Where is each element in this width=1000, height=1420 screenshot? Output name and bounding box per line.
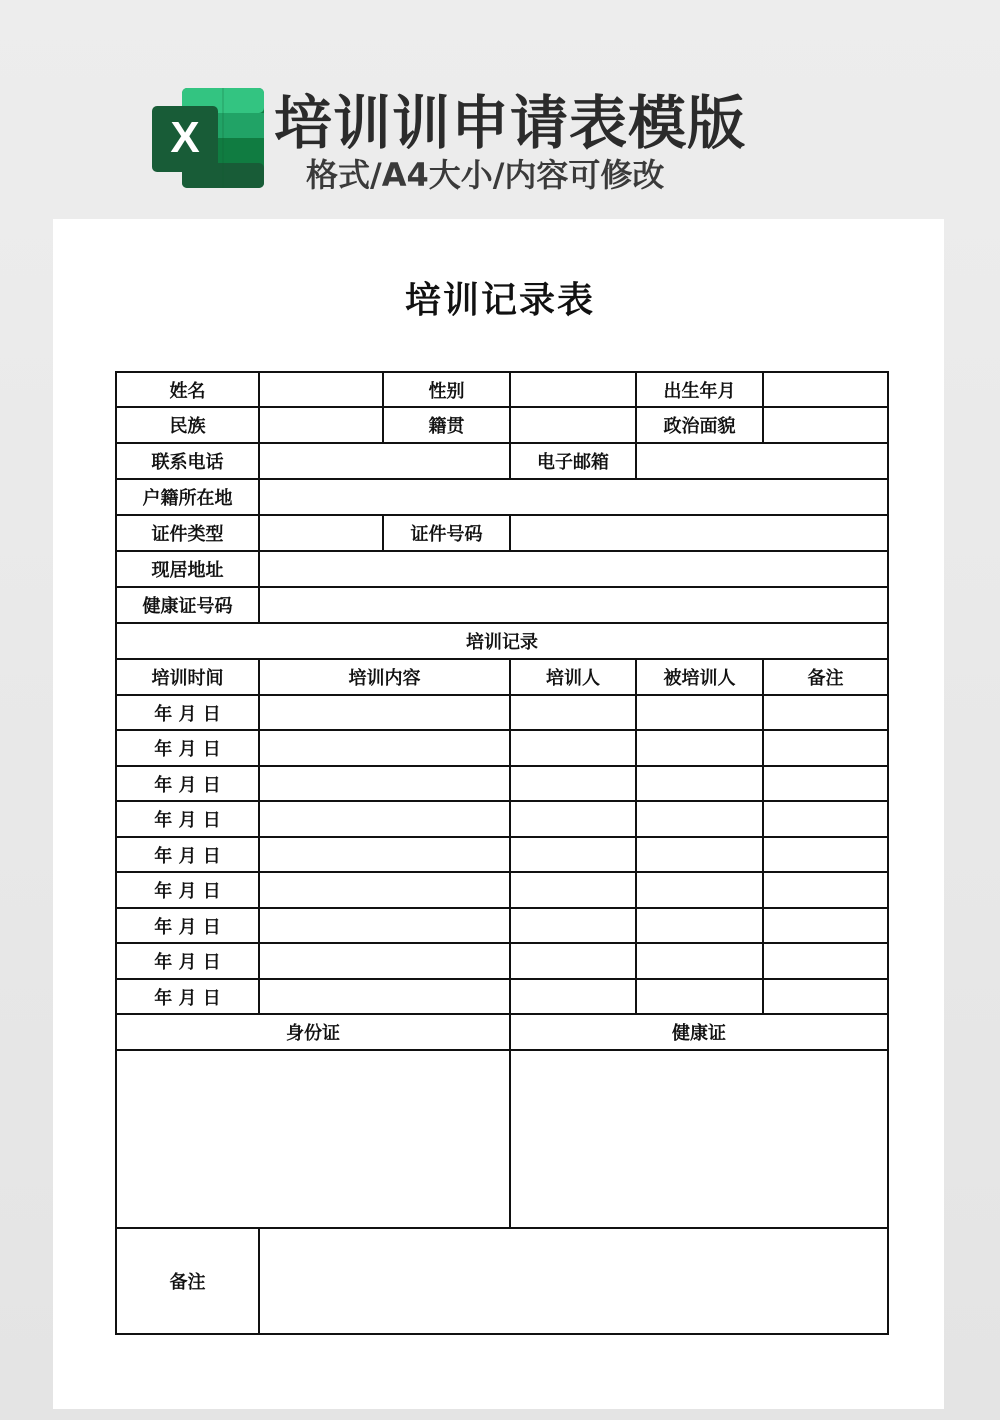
training-remark-cell[interactable]: [763, 979, 888, 1014]
email-field[interactable]: [636, 443, 888, 479]
native-place-label: 籍贯: [383, 407, 510, 443]
form-row: [116, 623, 888, 659]
training-date[interactable]: 年 月 日: [116, 979, 259, 1014]
trainee-cell[interactable]: [636, 837, 763, 872]
name-field[interactable]: [259, 372, 383, 407]
training-content-cell[interactable]: [259, 730, 510, 766]
training-date[interactable]: 年 月 日: [116, 837, 259, 872]
form-row: [116, 407, 888, 443]
column-header-content: 培训内容: [259, 659, 510, 695]
trainee-cell[interactable]: [636, 979, 763, 1014]
trainer-cell[interactable]: [510, 695, 636, 730]
training-date[interactable]: 年 月 日: [116, 908, 259, 943]
training-content-cell[interactable]: [259, 872, 510, 908]
email-label: 电子邮箱: [510, 443, 636, 479]
training-remark-cell[interactable]: [763, 801, 888, 837]
training-remark-cell[interactable]: [763, 908, 888, 943]
trainer-cell[interactable]: [510, 908, 636, 943]
id-number-label: 证件号码: [383, 515, 510, 551]
trainer-cell[interactable]: [510, 801, 636, 837]
training-section-title: 培训记录: [116, 623, 888, 659]
trainee-cell[interactable]: [636, 801, 763, 837]
form-row: [116, 443, 888, 479]
column-header-trainee: 被培训人: [636, 659, 763, 695]
trainer-cell[interactable]: [510, 979, 636, 1014]
training-date[interactable]: 年 月 日: [116, 766, 259, 801]
phone-field[interactable]: [259, 443, 510, 479]
trainer-cell[interactable]: [510, 943, 636, 979]
trainee-cell[interactable]: [636, 872, 763, 908]
training-remark-cell[interactable]: [763, 872, 888, 908]
political-status-field[interactable]: [763, 407, 888, 443]
trainee-cell[interactable]: [636, 943, 763, 979]
training-date[interactable]: 年 月 日: [116, 695, 259, 730]
id-type-label: 证件类型: [116, 515, 259, 551]
name-label: 姓名: [116, 372, 259, 407]
training-header-row: [116, 659, 888, 695]
training-date[interactable]: 年 月 日: [116, 730, 259, 766]
training-remark-cell[interactable]: [763, 766, 888, 801]
health-cert-attachment-area[interactable]: [510, 1050, 888, 1228]
household-location-label: 户籍所在地: [116, 479, 259, 515]
training-row: [116, 908, 888, 943]
id-card-label: 身份证: [116, 1014, 510, 1050]
attachment-row: [116, 1050, 888, 1228]
training-remark-cell[interactable]: [763, 943, 888, 979]
training-row: [116, 695, 888, 730]
ethnicity-label: 民族: [116, 407, 259, 443]
form-row: [116, 479, 888, 515]
health-cert-label: 健康证: [510, 1014, 888, 1050]
training-row: [116, 837, 888, 872]
current-address-field[interactable]: [259, 551, 888, 587]
training-content-cell[interactable]: [259, 766, 510, 801]
column-header-time: 培训时间: [116, 659, 259, 695]
trainer-cell[interactable]: [510, 730, 636, 766]
trainee-cell[interactable]: [636, 730, 763, 766]
form-row: [116, 551, 888, 587]
trainee-cell[interactable]: [636, 908, 763, 943]
id-card-attachment-area[interactable]: [116, 1050, 510, 1228]
current-address-label: 现居地址: [116, 551, 259, 587]
id-number-field[interactable]: [510, 515, 888, 551]
training-content-cell[interactable]: [259, 979, 510, 1014]
column-header-remark: 备注: [763, 659, 888, 695]
trainee-cell[interactable]: [636, 766, 763, 801]
trainer-cell[interactable]: [510, 872, 636, 908]
page-subtitle: 格式/A4大小/内容可修改: [306, 156, 665, 194]
training-content-cell[interactable]: [259, 695, 510, 730]
ethnicity-field[interactable]: [259, 407, 383, 443]
page-title: 培训训申请表模版: [274, 89, 747, 157]
gender-field[interactable]: [510, 372, 636, 407]
training-date[interactable]: 年 月 日: [116, 801, 259, 837]
birth-field[interactable]: [763, 372, 888, 407]
trainer-cell[interactable]: [510, 766, 636, 801]
training-remark-cell[interactable]: [763, 837, 888, 872]
training-content-cell[interactable]: [259, 837, 510, 872]
training-content-cell[interactable]: [259, 801, 510, 837]
id-type-field[interactable]: [259, 515, 383, 551]
health-cert-number-field[interactable]: [259, 587, 888, 623]
native-place-field[interactable]: [510, 407, 636, 443]
training-row: [116, 730, 888, 766]
training-content-cell[interactable]: [259, 908, 510, 943]
political-status-label: 政治面貌: [636, 407, 763, 443]
gender-label: 性别: [383, 372, 510, 407]
training-date[interactable]: 年 月 日: [116, 872, 259, 908]
training-row: [116, 943, 888, 979]
training-row: [116, 801, 888, 837]
health-cert-number-label: 健康证号码: [116, 587, 259, 623]
remarks-field[interactable]: [259, 1228, 888, 1334]
excel-icon: [152, 88, 264, 188]
trainer-cell[interactable]: [510, 837, 636, 872]
training-row: [116, 979, 888, 1014]
attachment-header-row: [116, 1014, 888, 1050]
household-location-field[interactable]: [259, 479, 888, 515]
training-row: [116, 872, 888, 908]
remarks-label: 备注: [116, 1228, 259, 1334]
form-row: [116, 372, 888, 407]
phone-label: 联系电话: [116, 443, 259, 479]
training-date[interactable]: 年 月 日: [116, 943, 259, 979]
column-header-trainer: 培训人: [510, 659, 636, 695]
trainee-cell[interactable]: [636, 695, 763, 730]
form-row: [116, 587, 888, 623]
training-remark-cell[interactable]: [763, 695, 888, 730]
training-record-form: [115, 371, 889, 1335]
birth-label: 出生年月: [636, 372, 763, 407]
training-row: [116, 766, 888, 801]
training-remark-cell[interactable]: [763, 730, 888, 766]
training-content-cell[interactable]: [259, 943, 510, 979]
excel-logo-letter: X: [170, 113, 200, 162]
document-title: 培训记录表: [404, 280, 595, 321]
header: [0, 0, 1000, 215]
remarks-row: [116, 1228, 888, 1334]
form-row: [116, 515, 888, 551]
